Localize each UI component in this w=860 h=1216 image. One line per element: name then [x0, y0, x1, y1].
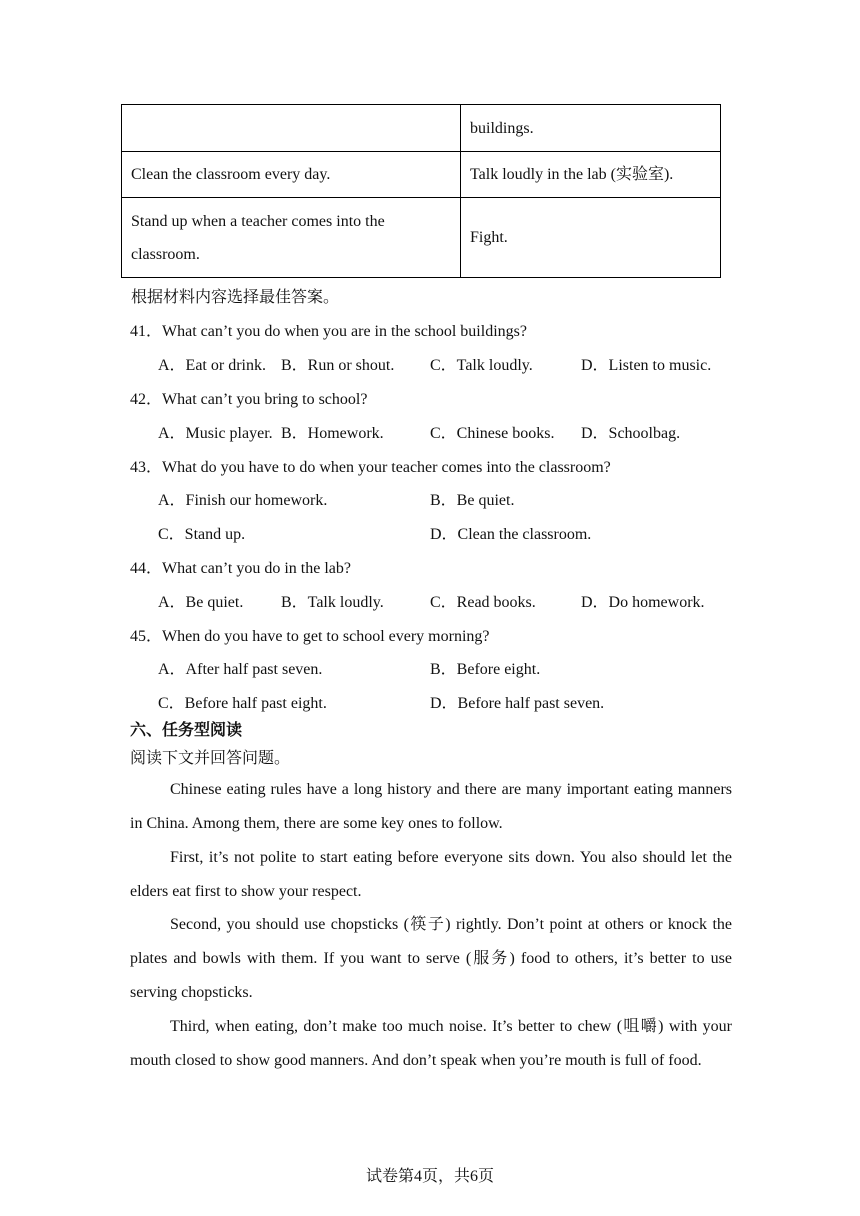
- option-c[interactable]: C．Before half past eight.: [158, 695, 327, 712]
- table-cell: buildings.: [461, 105, 721, 152]
- option-a[interactable]: A．Music player.: [158, 425, 273, 442]
- question-43: [130, 454, 611, 477]
- question-text: What can’t you do when you are in the school buildings?: [162, 323, 527, 340]
- option-b[interactable]: B．Talk loudly.: [281, 594, 384, 611]
- table-cell: Stand up when a teacher comes into the classroom.: [122, 198, 461, 278]
- table-cell: [122, 105, 461, 152]
- option-d[interactable]: D．Schoolbag.: [581, 425, 681, 442]
- table-cell: Clean the classroom every day.: [122, 152, 461, 198]
- option-c[interactable]: C．Talk loudly.: [430, 357, 533, 374]
- passage-paragraph: Chinese eating rules have a long history and there are many important eating manners in China. Among them, there are some key ones to follow.: [130, 781, 732, 832]
- question-number: 42．: [130, 391, 163, 408]
- option-d[interactable]: D．Clean the classroom.: [430, 526, 592, 543]
- option-b[interactable]: B．Before eight.: [430, 661, 541, 678]
- question-text: What do you have to do when your teacher comes into the classroom?: [162, 459, 611, 476]
- question-number: 41．: [130, 323, 163, 340]
- option-d[interactable]: D．Before half past seven.: [430, 695, 605, 712]
- option-a[interactable]: A．After half past seven.: [158, 661, 323, 678]
- question-number: 45．: [130, 628, 163, 645]
- option-a[interactable]: A．Be quiet.: [158, 594, 244, 611]
- rules-table: [121, 104, 721, 278]
- option-b[interactable]: B．Homework.: [281, 425, 384, 442]
- table-row: [122, 152, 721, 198]
- option-c[interactable]: C．Stand up.: [158, 526, 246, 543]
- table-row: [122, 105, 721, 152]
- question-number: 44．: [130, 560, 163, 577]
- page-footer: 试卷第4页，共6页: [365, 1168, 494, 1185]
- section-instruction: 阅读下文并回答问题。: [130, 750, 291, 767]
- section-title: 六、任务型阅读: [130, 722, 243, 739]
- table-row: [122, 198, 721, 278]
- question-42: [130, 386, 367, 409]
- question-41: [130, 318, 527, 341]
- question-text: What can’t you do in the lab?: [162, 560, 351, 577]
- question-number: 43．: [130, 459, 163, 476]
- option-a[interactable]: A．Finish our homework.: [158, 492, 328, 509]
- question-45: [130, 623, 489, 646]
- option-d[interactable]: D．Listen to music.: [581, 357, 712, 374]
- option-c[interactable]: C．Read books.: [430, 594, 536, 611]
- option-d[interactable]: D．Do homework.: [581, 594, 705, 611]
- table-cell: Fight.: [461, 198, 721, 278]
- option-b[interactable]: B．Run or shout.: [281, 357, 395, 374]
- option-a[interactable]: A．Eat or drink.: [158, 357, 266, 374]
- passage-paragraph: Second, you should use chopsticks (筷子) rightly. Don’t point at others or knock the plates and bowls with them. If you want to serve (服务) food to others, it’s better to use serving chopsticks.: [130, 916, 732, 1001]
- question-text: When do you have to get to school every morning?: [162, 628, 490, 645]
- table-cell: Talk loudly in the lab (实验室).: [461, 152, 721, 198]
- question-44: [130, 555, 351, 578]
- passage-paragraph: Third, when eating, don’t make too much noise. It’s better to chew (咀嚼) with your mouth closed to show good manners. And don’t speak when you’re mouth is full of food.: [130, 1018, 732, 1069]
- option-b[interactable]: B．Be quiet.: [430, 492, 515, 509]
- question-instruction: 根据材料内容选择最佳答案。: [131, 289, 340, 306]
- question-text: What can’t you bring to school?: [162, 391, 368, 408]
- passage-paragraph: First, it’s not polite to start eating before everyone sits down. You also should let the elders eat first to show your respect.: [130, 849, 732, 900]
- option-c[interactable]: C．Chinese books.: [430, 425, 555, 442]
